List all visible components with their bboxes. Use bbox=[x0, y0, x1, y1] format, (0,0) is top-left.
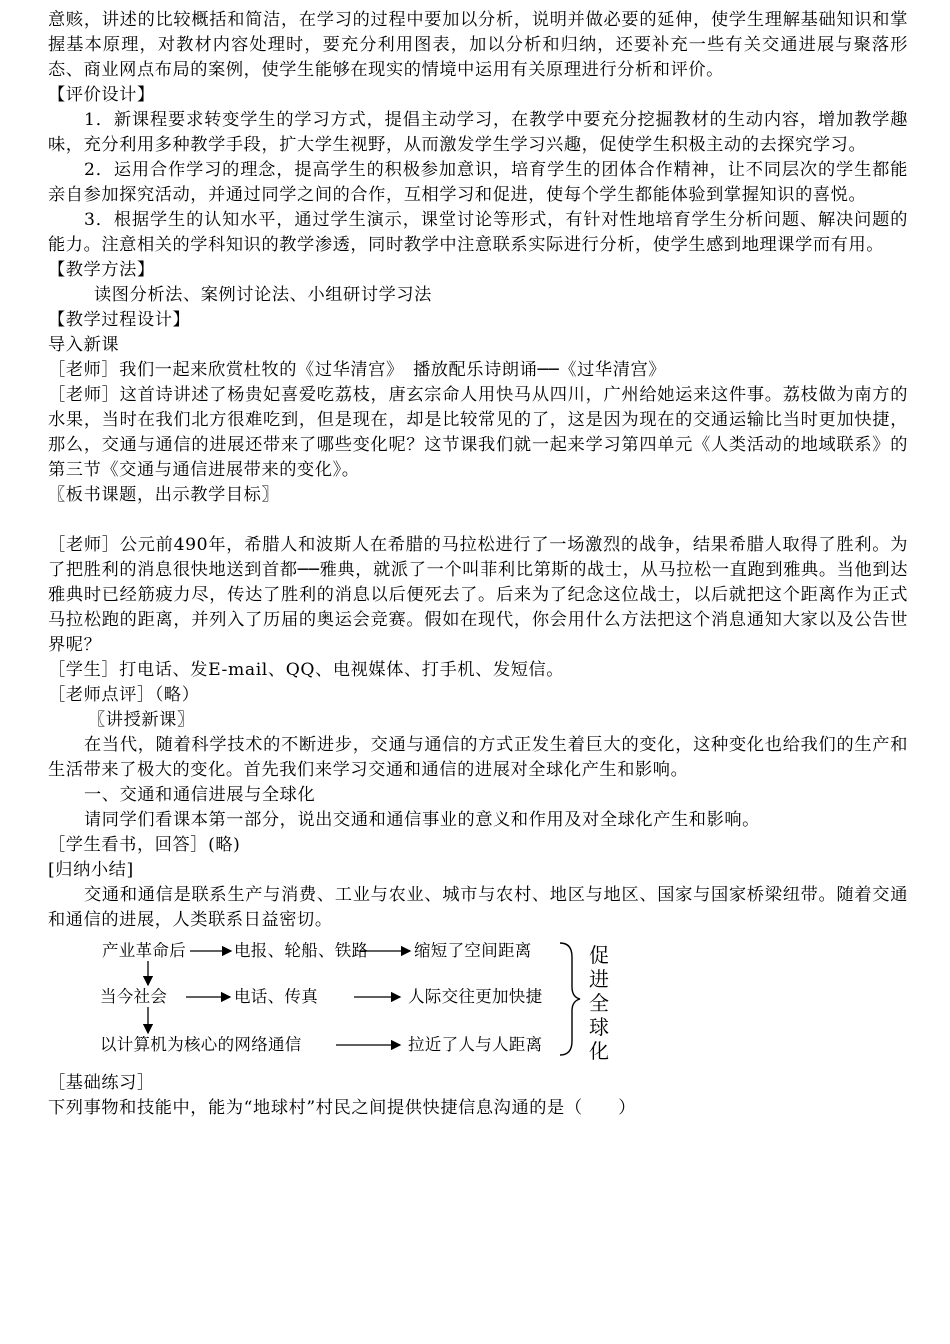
teaching-method-text: 读图分析法、案例讨论法、小组研讨学习法 bbox=[94, 285, 432, 305]
lesson-intro-label: 导入新课 bbox=[48, 335, 120, 355]
practice-question: 下列事物和技能中，能为“地球村”村民之间提供快捷信息沟通的是（ ） bbox=[48, 1098, 636, 1118]
new-lesson-label: 〖讲授新课〗 bbox=[88, 710, 195, 730]
diagram-promote-globalization: 促进全球化 bbox=[589, 943, 609, 1063]
section-heading-1: 一、交通和通信进展与全球化 bbox=[84, 785, 316, 805]
diagram-today-society: 当今社会 bbox=[100, 987, 168, 1006]
teacher-line-2: ［老师］这首诗讲述了杨贵妃喜爱吃荔枝，唐玄宗命人用快马从四川，广州给她运来这件事。荔枝做为南方的水果，当时在我们北方很难吃到，但是现在，却是比较常见的了，这是因为现在的交通运输比当时更加快捷，那么，交通与通信的进展还带来了哪些变化呢？这节课我们就一起来学习第四单元《人类活动的地域联系》的第三节《交通与通信进展带来的变化》。 bbox=[48, 385, 908, 480]
document-page bbox=[48, 8, 908, 1121]
board-note: 〖板书课题，出示教学目标〗 bbox=[48, 485, 280, 505]
teacher-comment: ［老师点评］（略） bbox=[48, 685, 200, 705]
summary-heading: [归纳小结] bbox=[48, 860, 134, 880]
basic-practice-heading: ［基础练习］ bbox=[48, 1073, 155, 1093]
concept-flow-diagram bbox=[48, 937, 908, 1063]
evaluation-point-2: 2．运用合作学习的理念，提高学生的积极参加意识，培育学生的团体合作精神，让不同层次的学生都能亲自参加探究活动，并通过同学之间的合作，互相学习和促进，使每个学生都能体验到掌握知识的喜悦。 bbox=[48, 160, 908, 205]
diagram-network-communication: 以计算机为核心的网络通信 bbox=[100, 1035, 302, 1054]
paragraph-read-instruction: 请同学们看课本第一部分，说出交通和通信事业的意义和作用及对全球化产生和影响。 bbox=[84, 810, 760, 830]
spacer bbox=[48, 1057, 908, 1071]
diagram-closer-people: 拉近了人与人距离 bbox=[408, 1035, 543, 1054]
student-answer-2: ［学生看书，回答］(略) bbox=[48, 835, 241, 855]
summary-text: 交通和通信是联系生产与消费、工业与农业、城市与农村、地区与地区、国家与国家桥梁纽带。随着交通和通信的进展，人类联系日益密切。 bbox=[48, 885, 908, 930]
heading-teaching-process: 【教学过程设计】 bbox=[48, 310, 191, 330]
diagram-phone-fax: 电话、传真 bbox=[234, 987, 318, 1006]
paragraph-contemporary: 在当代，随着科学技术的不断进步，交通与通信的方式正发生着巨大的变化，这种变化也给我们的生产和生活带来了极大的变化。首先我们来学习交通和通信的进展对全球化产生和影响。 bbox=[48, 735, 908, 780]
teacher-line-3: ［老师］公元前490年，希腊人和波斯人在希腊的马拉松进行了一场激烈的战争，结果希腊人取得了胜利。为了把胜利的消息很快地送到首都──雅典，就派了一个叫菲利比第斯的战士，从马拉松一直跑到雅典。当他到达雅典时已经筋疲力尽，传达了胜利的消息以后便死去了。后来为了纪念这位战士，以后就把这个距离作为正式马拉松跑的距离，并列入了历届的奥运会竞赛。假如在现代，你会用什么方法把这个消息通知大家以及公告世界呢？ bbox=[48, 535, 908, 655]
diagram-telegraph-ship-rail: 电报、轮船、铁路 bbox=[234, 941, 369, 960]
blank-line bbox=[48, 508, 908, 533]
paragraph-intro-continued: 意赅，讲述的比较概括和简洁，在学习的过程中要加以分析，说明并做必要的延伸，使学生理解基础知识和掌握基本原理，对教材内容处理时，要充分利用图表，加以分析和归纳，还要补充一些有关交通进展与聚落形态、商业网点布局的案例，使学生能够在现实的情境中运用有关原理进行分析和评价。 bbox=[48, 10, 908, 80]
heading-evaluation-design: 【评价设计】 bbox=[48, 85, 155, 105]
evaluation-point-1: 1．新课程要求转变学生的学习方式，提倡主动学习，在教学中要充分挖掘教材的生动内容，增加教学趣味，充分利用多种教学手段，扩大学生视野，从而激发学生学习兴趣，促使学生积极主动的去探究学习。 bbox=[48, 110, 908, 155]
diagram-industrial-revolution: 产业革命后 bbox=[102, 941, 186, 960]
teacher-line-1: ［老师］我们一起来欣赏杜牧的《过华清宫》 播放配乐诗朗诵──《过华清宫》 bbox=[48, 360, 667, 380]
right-brace bbox=[560, 943, 580, 1055]
student-answer-1: ［学生］打电话、发E-mail、QQ、电视媒体、打手机、发短信。 bbox=[48, 660, 565, 680]
evaluation-point-3: 3．根据学生的认知水平，通过学生演示，课堂讨论等形式，有针对性地培育学生分析问题、解决问题的能力。注意相关的学科知识的教学渗透，同时教学中注意联系实际进行分析，使学生感到地理课学而有用。 bbox=[48, 210, 908, 255]
heading-teaching-method: 【教学方法】 bbox=[48, 260, 155, 280]
diagram-faster-contact: 人际交往更加快捷 bbox=[408, 987, 543, 1006]
diagram-shorten-distance: 缩短了空间距离 bbox=[414, 941, 532, 960]
